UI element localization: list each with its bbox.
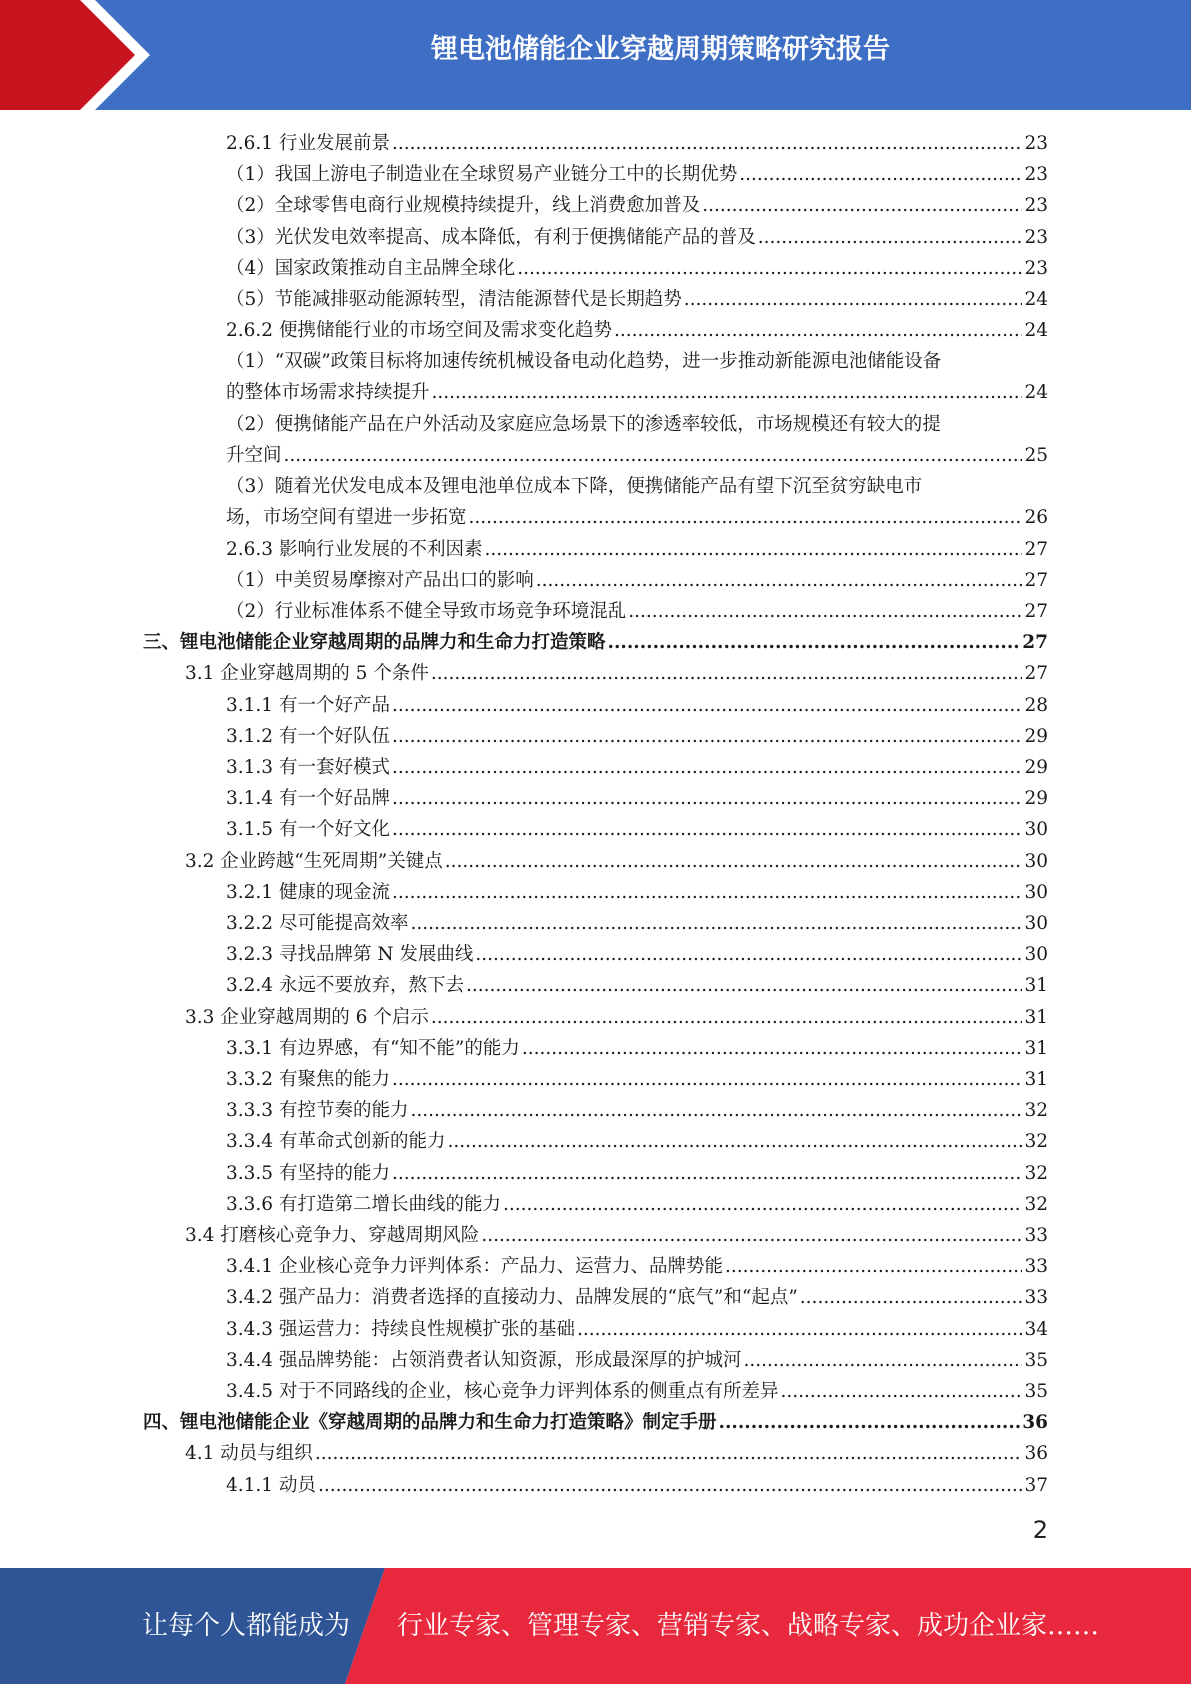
toc-entry-page: 31 — [1024, 1037, 1048, 1059]
dot-leader — [628, 596, 1022, 627]
toc-entry-label: （3）光伏发电效率提高、成本降低，有利于便携储能产品的普及 — [226, 226, 756, 248]
toc-entry[interactable] — [226, 1033, 1048, 1064]
dot-leader — [410, 908, 1022, 939]
toc-entry-label: 3.4.2 强产品力：消费者选择的直接动力、品牌发展的“底气”和“起点” — [226, 1287, 798, 1309]
toc-entry-label: 3.3.5 有坚持的能力 — [226, 1162, 390, 1184]
toc-entry-page: 34 — [1024, 1318, 1048, 1340]
toc-entry[interactable] — [226, 534, 1048, 565]
dot-leader — [780, 1376, 1022, 1407]
dot-leader — [392, 721, 1022, 752]
toc-entry-label: 3.4.1 企业核心竞争力评判体系：产品力、运营力、品牌势能 — [226, 1256, 723, 1278]
dot-leader — [484, 534, 1022, 565]
dot-leader — [614, 315, 1022, 346]
toc-entry-page: 23 — [1024, 164, 1048, 186]
dot-leader — [725, 1251, 1022, 1282]
dot-leader — [466, 970, 1022, 1001]
dot-leader — [739, 159, 1022, 190]
toc-entry-page: 29 — [1024, 725, 1048, 747]
toc-entry[interactable] — [226, 1064, 1048, 1095]
toc-entry-page: 31 — [1024, 975, 1048, 997]
dot-leader — [684, 284, 1023, 315]
dot-leader — [392, 752, 1022, 783]
page-number: 2 — [1032, 1516, 1048, 1544]
toc-entry-label: 2.6.1 行业发展前景 — [226, 133, 390, 154]
toc-entry-label: （2）全球零售电商行业规模持续提升，线上消费愈加普及 — [226, 195, 701, 217]
toc-entry-label: （2）行业标准体系不健全导致市场竞争环境混乱 — [226, 601, 627, 622]
toc-entry-page: 23 — [1024, 257, 1048, 279]
toc-entry-label-line1: （2）便携储能产品在户外活动及家庭应急场景下的渗透率较低，市场规模还有较大的提 — [226, 413, 941, 435]
toc-entry-label: 4.1.1 动员 — [226, 1474, 316, 1496]
dot-leader — [475, 939, 1022, 970]
toc-entry[interactable] — [185, 658, 1048, 689]
dot-leader — [392, 128, 1022, 159]
toc-entry-page: 23 — [1024, 133, 1048, 154]
toc-entry-label: 3.1 企业穿越周期的 5 个条件 — [185, 663, 429, 685]
toc-entry-label: 3.1.4 有一个好品牌 — [226, 788, 390, 810]
toc-entry-page: 31 — [1024, 1069, 1048, 1090]
toc-entry-page: 35 — [1024, 1349, 1048, 1371]
toc-entry-label: 三、锂电池储能企业穿越周期的品牌力和生命力打造策略 — [143, 632, 606, 654]
toc-entry-page: 37 — [1024, 1474, 1048, 1496]
toc-entry-label: 2.6.2 便携储能行业的市场空间及需求变化趋势 — [226, 320, 612, 342]
toc-entry[interactable] — [226, 1470, 1048, 1501]
toc-entry-label: 3.4.3 强运营力：持续良性规模扩张的基础 — [226, 1318, 575, 1340]
toc-entry[interactable] — [185, 1002, 1048, 1033]
toc-entry[interactable] — [226, 752, 1048, 783]
toc-entry[interactable] — [226, 1126, 1048, 1157]
toc-entry-label: 3.4.4 强品牌势能：占领消费者认知资源，形成最深厚的护城河 — [226, 1349, 742, 1371]
dot-leader — [608, 627, 1021, 658]
toc-entry-label: （1）我国上游电子制造业在全球贸易产业链分工中的长期优势 — [226, 164, 738, 186]
toc-entry-page: 33 — [1024, 1287, 1048, 1309]
toc-entry-label: （5）节能减排驱动能源转型，清洁能源替代是长期趋势 — [226, 289, 682, 310]
toc-entry-label: 3.1.1 有一个好产品 — [226, 694, 390, 716]
toc-entry[interactable] — [226, 128, 1048, 159]
toc-entry-page: 27 — [1022, 632, 1048, 654]
toc-entry-label: 3.1.2 有一个好队伍 — [226, 725, 390, 747]
toc-entry-page: 27 — [1024, 538, 1048, 560]
toc-entry-label: 3.2.1 健康的现金流 — [226, 881, 390, 903]
toc-entry-label: 4.1 动员与组织 — [185, 1443, 313, 1465]
toc-entry[interactable] — [226, 315, 1048, 346]
dot-leader — [758, 222, 1023, 253]
toc-entry-label-line1: （3）随着光伏发电成本及锂电池单位成本下降，便携储能产品有望下沉至贫穷缺电市 — [226, 476, 923, 498]
toc-entry-page: 28 — [1024, 694, 1048, 716]
toc-entry-page: 36 — [1024, 1443, 1048, 1465]
toc-entry[interactable] — [226, 471, 1048, 533]
toc-entry[interactable] — [143, 627, 1048, 658]
dot-leader — [481, 1220, 1022, 1251]
dot-leader — [392, 1158, 1022, 1189]
toc-entry-label: 3.3.4 有革命式创新的能力 — [226, 1131, 446, 1153]
dot-leader — [522, 1033, 1023, 1064]
toc-entry[interactable] — [226, 1251, 1048, 1282]
toc-entry-label: 3.3.3 有控节奏的能力 — [226, 1100, 409, 1122]
page-footer — [0, 1568, 1191, 1684]
toc-entry-label: 3.4.5 对于不同路线的企业，核心竞争力评判体系的侧重点有所差异 — [226, 1381, 779, 1402]
toc-entry-page: 33 — [1024, 1256, 1048, 1278]
toc-entry-label: 3.2.4 永远不要放弃，熬下去 — [226, 975, 464, 997]
toc-entry-label: 3.4 打磨核心竞争力、穿越周期风险 — [185, 1225, 480, 1246]
toc-entry-page: 33 — [1024, 1225, 1048, 1246]
toc-entry[interactable] — [226, 1345, 1048, 1376]
toc-entry-label-line1: （1）“双碳”政策目标将加速传统机械设备电动化趋势，进一步推动新能源电池储能设备 — [226, 351, 942, 373]
toc-entry-page: 29 — [1024, 757, 1048, 778]
dot-leader — [702, 190, 1022, 221]
toc-entry[interactable] — [226, 409, 1048, 471]
dot-leader — [392, 690, 1022, 721]
dot-leader — [432, 377, 1023, 408]
toc-entry-page: 32 — [1024, 1193, 1048, 1215]
dot-leader — [469, 502, 1023, 533]
toc-entry-page: 29 — [1024, 788, 1048, 810]
dot-leader — [392, 877, 1022, 908]
toc-entry[interactable] — [143, 1407, 1048, 1438]
toc-entry-label: 3.3.1 有边界感，有“知不能”的能力 — [226, 1037, 520, 1059]
toc-entry[interactable] — [226, 222, 1048, 253]
toc-entry[interactable] — [226, 346, 1048, 408]
toc-entry-label: 3.3 企业穿越周期的 6 个启示 — [185, 1006, 429, 1028]
dot-leader — [392, 1064, 1022, 1095]
toc-entry-page: 24 — [1024, 289, 1048, 310]
toc-entry-page: 24 — [1024, 382, 1048, 404]
toc-entry[interactable] — [226, 721, 1048, 752]
toc-entry-page: 30 — [1024, 944, 1048, 966]
toc-entry[interactable] — [226, 284, 1048, 315]
dot-leader — [392, 814, 1022, 845]
toc-entry-page: 30 — [1024, 819, 1048, 841]
dot-leader — [743, 1345, 1022, 1376]
toc-entry-page: 32 — [1024, 1131, 1048, 1153]
toc-entry-page: 23 — [1024, 226, 1048, 248]
dot-leader — [503, 1189, 1022, 1220]
toc-entry[interactable] — [185, 1438, 1048, 1469]
dot-leader — [318, 1470, 1023, 1501]
toc-entry[interactable] — [226, 1376, 1048, 1407]
toc-entry-page: 30 — [1024, 881, 1048, 903]
toc-entry-label: 3.2 企业跨越“生死周期”关键点 — [185, 850, 443, 872]
toc-entry-page: 27 — [1024, 601, 1048, 622]
toc-entry-page: 32 — [1024, 1100, 1048, 1122]
toc-entry-label: 的整体市场需求持续提升 — [226, 382, 430, 404]
page-header — [0, 0, 1191, 110]
toc-entry-label: 场，市场空间有望进一步拓宽 — [226, 507, 467, 529]
toc-entry[interactable] — [226, 783, 1048, 814]
toc-entry[interactable] — [226, 970, 1048, 1001]
toc-entry[interactable] — [226, 690, 1048, 721]
dot-leader — [517, 253, 1022, 284]
dot-leader — [536, 565, 1023, 596]
toc-entry[interactable] — [226, 814, 1048, 845]
toc-entry-label: 四、锂电池储能企业《穿越周期的品牌力和生命力打造策略》制定手册 — [143, 1412, 717, 1434]
toc-entry-label: 3.2.2 尽可能提高效率 — [226, 913, 409, 934]
toc-entry-page: 26 — [1024, 507, 1048, 529]
toc-entry-page: 27 — [1024, 569, 1048, 591]
toc-entry-page: 27 — [1024, 663, 1048, 685]
dot-leader — [392, 783, 1022, 814]
dot-leader — [284, 440, 1023, 471]
toc-entry-label: 3.3.6 有打造第二增长曲线的能力 — [226, 1193, 501, 1215]
dot-leader — [800, 1282, 1023, 1313]
toc-entry[interactable] — [226, 596, 1048, 627]
toc-entry-label: 3.1.5 有一个好文化 — [226, 819, 390, 841]
toc-entry-page: 32 — [1024, 1162, 1048, 1184]
toc-entry[interactable] — [226, 1314, 1048, 1345]
toc-entry[interactable] — [185, 846, 1048, 877]
toc-entry[interactable] — [226, 190, 1048, 221]
toc-entry-page: 23 — [1024, 195, 1048, 217]
dot-leader — [447, 1126, 1022, 1157]
toc-entry-page: 24 — [1024, 320, 1048, 342]
toc-entry-label: 3.2.3 寻找品牌第 N 发展曲线 — [226, 944, 474, 966]
toc-entry[interactable] — [226, 1189, 1048, 1220]
dot-leader — [431, 658, 1023, 689]
toc-entry[interactable] — [226, 159, 1048, 190]
dot-leader — [445, 846, 1023, 877]
toc-entry-page: 30 — [1024, 913, 1048, 934]
toc-entry-label: （4）国家政策推动自主品牌全球化 — [226, 257, 516, 279]
dot-leader — [577, 1314, 1022, 1345]
toc-entry[interactable] — [226, 908, 1048, 939]
toc-entry-label: 升空间 — [226, 444, 282, 466]
dot-leader — [315, 1438, 1023, 1469]
footer-slogan-right: 行业专家、管理专家、营销专家、战略专家、成功企业家…… — [397, 1611, 1100, 1641]
toc-entry[interactable] — [226, 1095, 1048, 1126]
toc-entry-label: 3.1.3 有一套好模式 — [226, 757, 390, 778]
toc-entry-page: 36 — [1022, 1412, 1048, 1434]
toc-entry-label: （1）中美贸易摩擦对产品出口的影响 — [226, 569, 534, 591]
toc-entry-label: 3.3.2 有聚焦的能力 — [226, 1069, 390, 1090]
toc-entry-page: 25 — [1024, 444, 1048, 466]
report-title: 锂电池储能企业穿越周期策略研究报告 — [431, 34, 890, 65]
toc-entry[interactable] — [226, 877, 1048, 908]
toc-entry[interactable] — [226, 253, 1048, 284]
toc-entry[interactable] — [226, 565, 1048, 596]
dot-leader — [719, 1407, 1021, 1438]
toc-entry-label: 2.6.3 影响行业发展的不利因素 — [226, 538, 483, 560]
dot-leader — [431, 1002, 1023, 1033]
toc-entry[interactable] — [226, 1158, 1048, 1189]
toc-entry-page: 30 — [1024, 850, 1048, 872]
toc-entry[interactable] — [185, 1220, 1048, 1251]
toc-entry-page: 35 — [1024, 1381, 1048, 1402]
toc-entry[interactable] — [226, 1282, 1048, 1313]
dot-leader — [410, 1095, 1022, 1126]
toc-entry[interactable] — [226, 939, 1048, 970]
footer-slogan-left: 让每个人都能成为 — [142, 1611, 351, 1641]
toc-entry-page: 31 — [1024, 1006, 1048, 1028]
